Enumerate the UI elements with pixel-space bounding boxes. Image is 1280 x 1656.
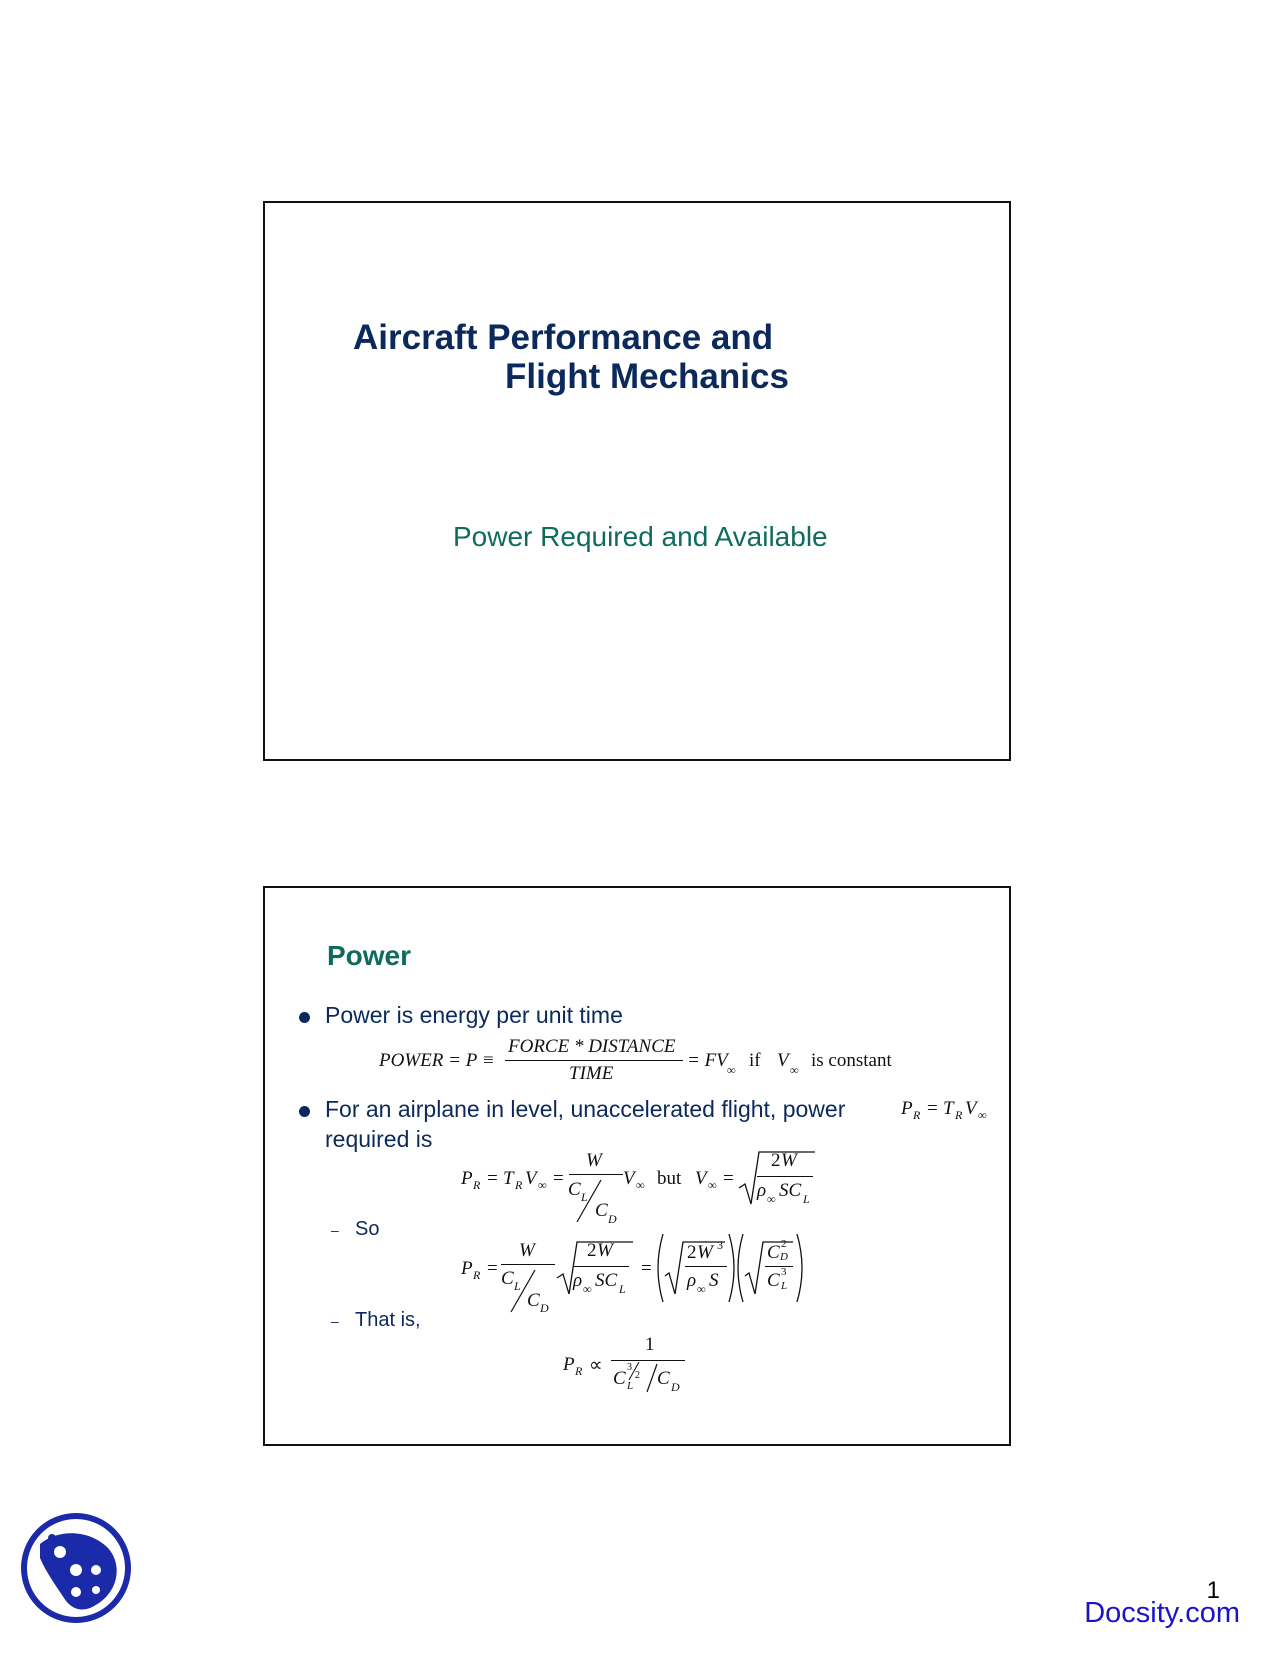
equation-pr-inline: P R = T R V ∞ (901, 1098, 987, 1122)
bullet-dot-icon (299, 1106, 310, 1117)
docsity-logo-icon (20, 1512, 132, 1624)
slide-subtitle: Power Required and Available (453, 521, 828, 552)
brand-link[interactable]: Docsity.com (1084, 1597, 1240, 1629)
bullet-level-flight: For an airplane in level, unaccelerated flight, power (325, 1096, 846, 1122)
equation-power-required: P R = T R V ∞ = W C L C D V ∞ but V ∞ = 2 W ρ ∞ SC L (461, 1144, 841, 1230)
equation-power-definition: POWER = P ≡ FORCE * DISTANCE TIME = FV ∞ if V ∞ is constant (379, 1036, 892, 1084)
sub-dash: – (331, 1313, 339, 1329)
slide-title-line1: Aircraft Performance and (353, 318, 774, 357)
sub-dash: – (331, 1222, 339, 1238)
page-number: 1 (1206, 1577, 1220, 1604)
slide-title-line2: Flight Mechanics (505, 357, 789, 396)
bullet-energy: Power is energy per unit time (325, 1002, 623, 1028)
equation-proportional: P R ∝ 1 C 3 2 L C D (563, 1334, 703, 1400)
title-slide (263, 201, 1011, 761)
bullet-dot-icon (299, 1012, 310, 1023)
sub-item-so: So (355, 1218, 380, 1240)
equation-power-expanded: P R = W C L C D 2 W ρ ∞ SC L = 2 W 3 ρ ∞ S C 2 D C 3 L (461, 1236, 821, 1326)
sub-item-that-is: That is, (355, 1309, 421, 1331)
slide-heading: Power (327, 940, 412, 971)
bullet-level-flight-cont: required is (325, 1126, 433, 1152)
power-slide (263, 886, 1011, 1446)
